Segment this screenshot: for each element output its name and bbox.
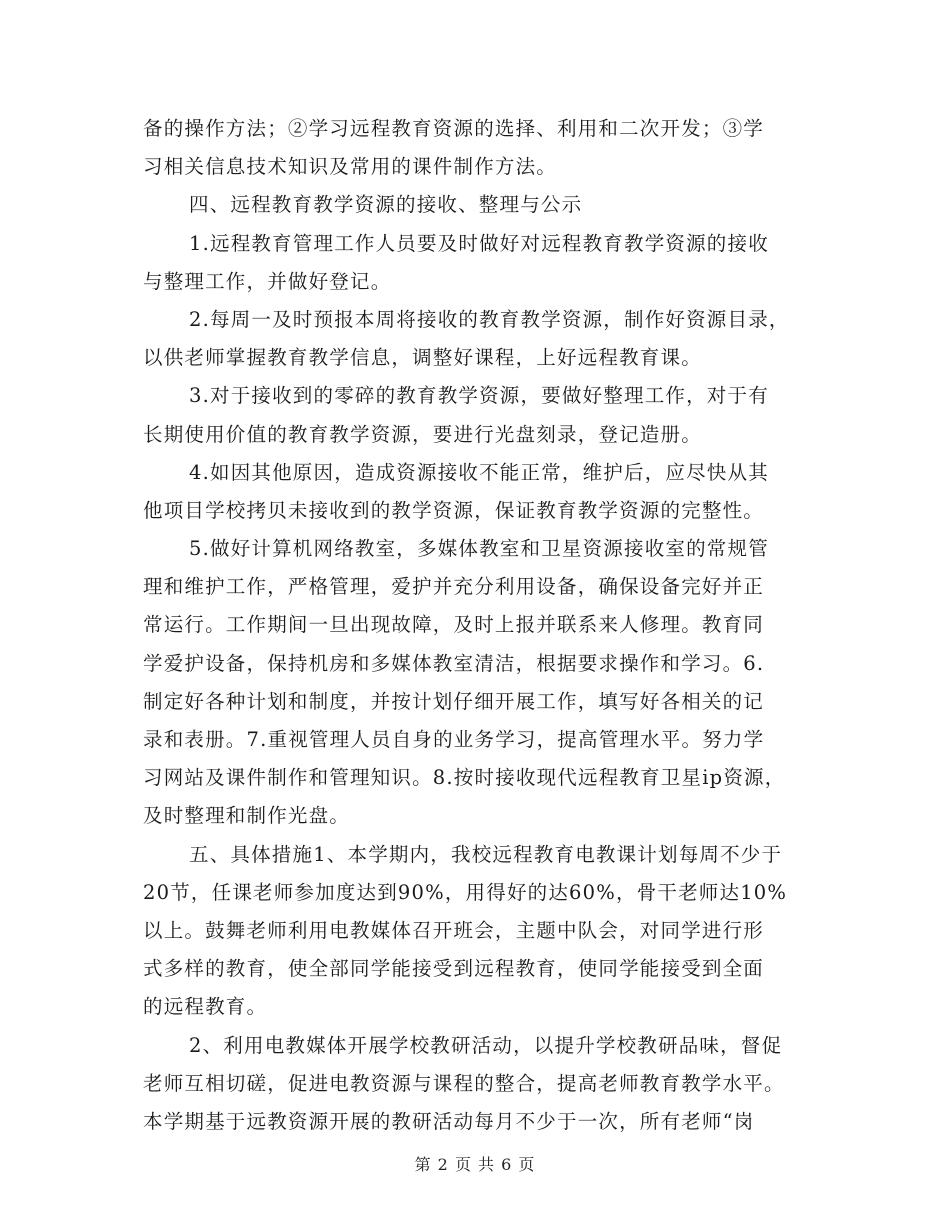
text-line: 1.远程教育管理工作人员要及时做好对远程教育教学资源的接收 <box>189 231 769 255</box>
document-body <box>143 110 811 1141</box>
text-line: 2.每周一及时预报本周将接收的教育教学资源，制作好资源目录， <box>189 307 790 331</box>
text-line: 及时整理和制作光盘。 <box>143 804 351 828</box>
text-line: 本学期基于远教资源开展的教研活动每月不少于一次，所有老师“岗 <box>143 1109 755 1133</box>
text-line: 长期使用价值的教育教学资源，要进行光盘刻录，登记造册。 <box>143 422 702 446</box>
text-line: 常运行。工作期间一旦出现故障，及时上报并联系来人修理。教育同 <box>143 613 765 637</box>
text-line: 老师互相切磋，促进电教资源与课程的整合，提高老师教育教学水平。 <box>143 1071 785 1095</box>
text-line: 理和维护工作，严格管理，爱护并充分利用设备，确保设备完好并正 <box>143 575 765 599</box>
text-line: 4.如因其他原因，造成资源接收不能正常，维护后，应尽快从其 <box>189 460 769 484</box>
text-line: 五、具体措施1、本学期内，我校远程教育电教课计划每周不少于 <box>189 842 783 866</box>
text-line: 制定好各种计划和制度，并按计划仔细开展工作，填写好各相关的记 <box>143 689 765 713</box>
text-line: 学爱护设备，保持机房和多媒体教室清洁，根据要求操作和学习。6. <box>143 651 765 675</box>
text-line: 的远程教育。 <box>143 995 268 1019</box>
text-line: 2、利用电教媒体开展学校教研活动，以提升学校教研品味，督促 <box>189 1033 783 1057</box>
page-footer: 第 2 页 共 6 页 <box>414 1155 536 1174</box>
text-line: 3.对于接收到的零碎的教育教学资源，要做好整理工作，对于有 <box>189 384 769 408</box>
text-line: 以上。鼓舞老师利用电教媒体召开班会，主题中队会，对同学进行形 <box>143 918 765 942</box>
text-line: 习网站及课件制作和管理知识。8.按时接收现代远程教育卫星ip资源， <box>143 766 786 790</box>
text-line: 他项目学校拷贝未接收到的教学资源，保证教育教学资源的完整性。 <box>143 498 765 522</box>
text-line: 备的操作方法；②学习远程教育资源的选择、利用和二次开发；③学 <box>143 117 765 140</box>
text-line: 5.做好计算机网络教室，多媒体教室和卫星资源接收室的常规管 <box>189 537 769 561</box>
text-line: 四、远程教育教学资源的接收、整理与公示 <box>189 193 583 217</box>
text-line: 习相关信息技术知识及常用的课件制作方法。 <box>143 155 558 179</box>
text-line: 式多样的教育，使全部同学能接受到远程教育，使同学能接受到全面 <box>143 957 765 981</box>
text-line: 与整理工作，并做好登记。 <box>143 269 392 293</box>
text-line: 20节，任课老师参加度达到90%，用得好的达60%，骨干老师达10% <box>143 880 788 904</box>
text-line: 以供老师掌握教育教学信息，调整好课程，上好远程教育课。 <box>143 346 702 370</box>
text-line: 录和表册。7.重视管理人员自身的业务学习，提高管理水平。努力学 <box>143 728 765 751</box>
